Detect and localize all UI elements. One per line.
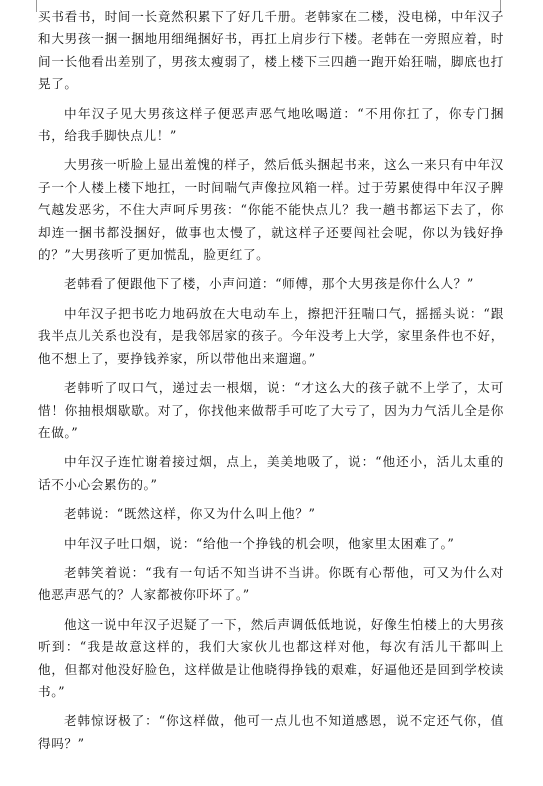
paragraph: 老韩说：“既然这样，你又为什么叫上他？” bbox=[64, 506, 316, 522]
paragraph: 老韩看了便跟他下了楼，小声问道：“师傅，那个大男孩是你什么人？” bbox=[64, 276, 474, 292]
paragraph: 中年汉子见大男孩这样子便恶声恶气地吆喝道：“不用你扛了，你专门捆书，给我手脚快点儿！” bbox=[38, 105, 504, 144]
paragraph: 中年汉子把书吃力地码放在大电动车上，擦把汗狂喘口气，摇摇头说：“跟我半点儿关系也没有，是我邻居家的孩子。今年没考上大学，家里条件也不好，他不想上了，要挣钱养家，所以带他出来遛遛。” bbox=[38, 305, 504, 366]
document-body bbox=[38, 6, 504, 762]
paragraph: 他这一说中年汉子迟疑了一下，然后声调低低地说，好像生怕楼上的大男孩听到：“我是故意这样的，我们大家伙儿也都这样对他，每次有活儿干都叫上他，但都对他没好脸色，这样做是让他晓得挣钱的艰难，好逼他还是回到学校读书。” bbox=[38, 616, 504, 699]
paragraph: 买书看书，时间一长竟然积累下了好几千册。老韩家在二楼，没电梯，中年汉子和大男孩一捆一捆地用细绳捆好书，再扛上肩步行下楼。老韩在一旁照应着，时间一长他看出差别了，男孩太瘦弱了，楼上楼下三四趟一跑开始狂喘，脚底也打晃了。 bbox=[38, 9, 504, 92]
paragraph: 大男孩一听脸上显出羞愧的样子，然后低头捆起书来，这么一来只有中年汉子一个人楼上楼下地扛，一时间喘气声像拉风箱一样。过于劳累使得中年汉子脾气越发恶劣，不住大声呵斥男孩：“你能不能快点儿？我一趟书都运下去了，你却连一捆书都没捆好，做事也太慢了，就这样子还要闯社会呢，你以为钱好挣的？”大男孩听了更加慌乱，脸更红了。 bbox=[38, 157, 504, 263]
paragraph: 老韩惊讶极了：“你这样做，他可一点儿也不知道感恩，说不定还气你，值得吗？” bbox=[38, 713, 504, 751]
paragraph: 中年汉子吐口烟，说：“给他一个挣钱的机会呗，他家里太困难了。” bbox=[64, 535, 455, 551]
paragraph: 中年汉子连忙谢着接过烟，点上，美美地吸了，说：“他还小，活儿太重的话不小心会累伤的。” bbox=[38, 454, 504, 492]
paragraph: 老韩笑着说：“我有一句话不知当讲不当讲。你既有心帮他，可又为什么对他恶声恶气的？人家都被你吓坏了。” bbox=[38, 564, 504, 603]
page-corner-mark-left bbox=[22, 0, 37, 12]
paragraph: 老韩听了叹口气，递过去一根烟，说：“才这么大的孩子就不上学了，太可惜！你抽根烟歇歇。对了，你找他来做帮手可吃了大亏了，因为力气活儿全是你在做。” bbox=[38, 380, 504, 440]
